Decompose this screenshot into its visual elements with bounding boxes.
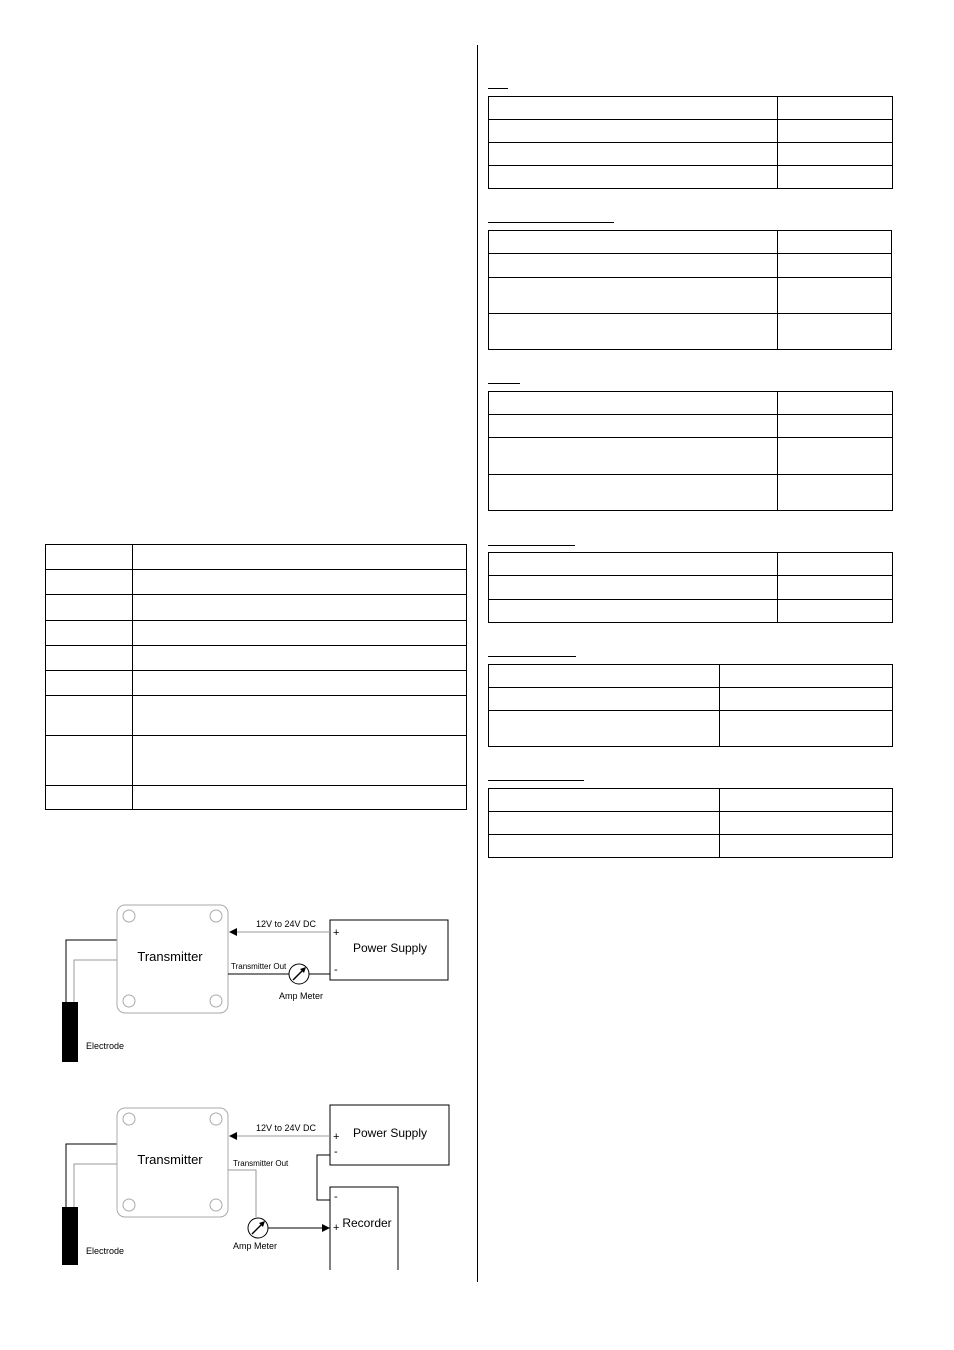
section-heading-underline (488, 545, 575, 546)
transmitter-label: Transmitter (137, 1152, 203, 1167)
table-row (46, 646, 467, 671)
table-row (489, 415, 893, 438)
table-row (46, 595, 467, 621)
table-row (489, 688, 893, 711)
voltage-label: 12V to 24V DC (256, 1123, 317, 1133)
table-row (489, 97, 893, 120)
table-row (489, 278, 892, 314)
table-row (46, 671, 467, 696)
electrode-label: Electrode (86, 1246, 125, 1256)
table-row (489, 711, 893, 747)
spec-table-5 (488, 664, 893, 747)
spec-table-6 (488, 788, 893, 858)
table-row (489, 254, 892, 278)
table-row (489, 789, 893, 812)
transmitter-label: Transmitter (137, 949, 203, 964)
arrow-left-icon (229, 928, 237, 936)
plus-terminal: + (333, 1222, 340, 1234)
table-row (489, 812, 893, 835)
negative-wire (317, 1155, 330, 1200)
table-row (489, 438, 893, 475)
spec-table-4 (488, 552, 893, 623)
electrode-icon (62, 1002, 78, 1062)
recorder-label: Recorder (342, 1216, 392, 1230)
electrode-label: Electrode (86, 1041, 125, 1051)
table-row (46, 696, 467, 736)
plus-terminal: + (333, 927, 340, 939)
table-row (489, 231, 892, 254)
transmitter-out-label: Transmitter Out (233, 1159, 289, 1168)
table-row (46, 570, 467, 595)
section-heading-underline (488, 88, 508, 89)
spec-table-2 (488, 230, 892, 350)
table-row (46, 786, 467, 810)
amp-meter-icon (248, 1218, 268, 1238)
transmitter-out-label: Transmitter Out (231, 962, 287, 971)
power-supply-label: Power Supply (352, 941, 428, 955)
spec-table-3 (488, 391, 893, 511)
wiring-table (45, 544, 467, 810)
section-heading-underline (488, 383, 520, 384)
arrow-left-icon (229, 1132, 237, 1140)
electrode-icon (62, 1207, 78, 1265)
table-row (489, 600, 893, 623)
table-row (46, 545, 467, 570)
table-row (489, 166, 893, 189)
amp-meter-icon (289, 964, 309, 984)
table-row (46, 736, 467, 786)
transmitter-box (117, 905, 228, 1013)
column-divider (477, 45, 478, 1282)
table-row (489, 143, 893, 166)
table-row (489, 314, 892, 350)
power-supply-label: Power Supply (352, 1126, 428, 1140)
table-row (489, 553, 893, 576)
recorder-box (330, 1187, 398, 1270)
plus-terminal: + (333, 1131, 340, 1143)
voltage-label: 12V to 24V DC (256, 919, 317, 929)
arrow-right-icon (322, 1224, 330, 1232)
amp-meter-label: Amp Meter (233, 1241, 278, 1251)
table-row (489, 665, 893, 688)
amp-meter-label: Amp Meter (279, 991, 324, 1001)
table-row (489, 576, 893, 600)
table-row (489, 475, 893, 511)
wiring-diagram-recorder (40, 1100, 460, 1270)
wiring-diagram-power-supply (40, 900, 460, 1070)
table-row (489, 120, 893, 143)
table-row (489, 835, 893, 858)
transmitter-out-wire (228, 1170, 256, 1217)
minus-terminal: - (334, 1191, 338, 1203)
section-heading-underline (488, 656, 576, 657)
power-supply-box (330, 920, 448, 980)
minus-terminal: - (334, 1146, 338, 1158)
minus-terminal: - (334, 964, 338, 976)
electrode-wire-2 (74, 960, 118, 1002)
power-supply-box (330, 1105, 449, 1165)
table-row (46, 621, 467, 646)
table-row (489, 392, 893, 415)
transmitter-box (117, 1108, 228, 1217)
section-heading-underline (488, 780, 584, 781)
section-heading-underline (488, 222, 614, 223)
spec-table-1 (488, 96, 893, 189)
electrode-wire-2 (74, 1164, 118, 1207)
